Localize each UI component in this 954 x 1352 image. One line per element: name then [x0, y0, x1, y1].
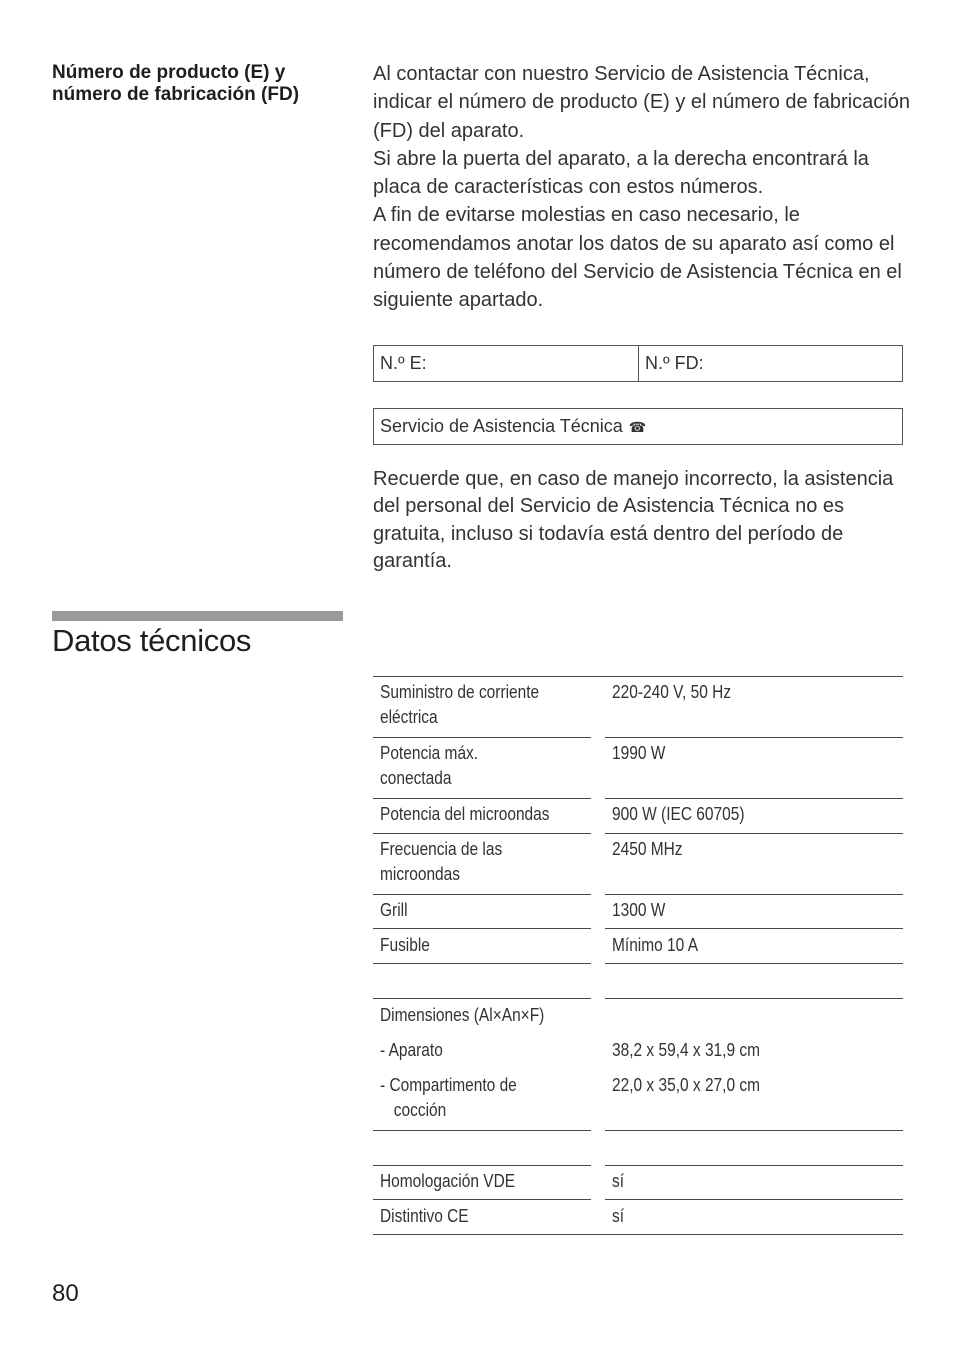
row-divider — [605, 1199, 903, 1200]
section-divider-bar — [52, 611, 343, 621]
spec-value-appliance: 38,2 x 59,4 x 31,9 cm — [612, 1040, 761, 1060]
spec-value-fuse: Mínimo 10 A — [612, 935, 699, 955]
spec-value-vde: sí — [612, 1171, 625, 1191]
spec-label-microwave-frequency: Frecuencia de las microondas — [380, 839, 503, 884]
heading-line-1: Número de producto (E) y — [52, 62, 286, 83]
row-divider — [605, 737, 903, 738]
table-top-rule — [373, 676, 903, 677]
spec-value-power-supply: 220-240 V, 50 Hz — [612, 682, 732, 702]
row-divider — [605, 928, 903, 929]
spec-label-fuse: Fusible — [380, 935, 430, 955]
spec-value-microwave-frequency: 2450 MHz — [612, 839, 683, 859]
row-divider — [373, 1130, 591, 1131]
row-divider — [373, 798, 591, 799]
row-divider — [373, 998, 591, 999]
row-divider — [373, 894, 591, 895]
service-phone-field[interactable] — [373, 408, 903, 445]
intro-paragraph-2: Si abre la puerta del aparato, a la derecha encontrará la placa de características con estos números. — [373, 147, 869, 199]
table-bottom-rule — [373, 1234, 903, 1235]
spec-value-ce: sí — [612, 1206, 625, 1226]
spec-label-vde: Homologación VDE — [380, 1171, 516, 1191]
intro-paragraph-1: Al contactar con nuestro Servicio de Asistencia Técnica, indicar el número de producto (E) y el número de fabricación (FD) del aparato. — [373, 63, 910, 142]
row-divider — [605, 833, 903, 834]
fd-number-field[interactable] — [639, 346, 704, 381]
product-number-heading — [52, 62, 352, 106]
row-divider — [605, 894, 903, 895]
intro-text — [373, 60, 913, 315]
fd-number-label: N.º FD: — [645, 353, 704, 373]
intro-paragraph-3: A fin de evitarse molestias en caso necesario, le recomendamos anotar los datos de su aparato así como el número de teléfono del Servicio de Asistencia Técnica en el siguiente apartado. — [373, 204, 902, 312]
spec-label-appliance: - Aparato — [380, 1040, 443, 1060]
service-label: Servicio de Asistencia Técnica — [380, 416, 623, 436]
warranty-note: Recuerde que, en caso de manejo incorrecto, la asistencia del personal del Servicio de Asistencia Técnica no es gratuita, incluso si todavía está dentro del período de garantía. — [373, 468, 894, 572]
spec-label-power-supply: Suministro de corriente eléctrica — [380, 682, 540, 727]
product-number-form — [373, 345, 903, 382]
row-divider — [373, 737, 591, 738]
spec-label-max-power: Potencia máx. conectada — [380, 743, 479, 788]
row-divider — [605, 1165, 903, 1166]
heading-line-2: número de fabricación (FD) — [52, 84, 300, 105]
row-divider — [605, 963, 903, 964]
e-number-field[interactable] — [374, 346, 639, 381]
spec-label-dimensions: Dimensiones (Al×An×F) — [380, 1005, 545, 1025]
spec-value-max-power: 1990 W — [612, 743, 666, 763]
row-divider — [373, 833, 591, 834]
spec-label-ce: Distintivo CE — [380, 1206, 469, 1226]
spec-label-cavity: - Compartimento de cocción — [380, 1075, 517, 1120]
spec-value-microwave-power: 900 W (IEC 60705) — [612, 804, 745, 824]
row-divider — [605, 1130, 903, 1131]
row-divider — [373, 1165, 591, 1166]
row-divider — [373, 963, 591, 964]
row-divider — [605, 998, 903, 999]
row-divider — [605, 798, 903, 799]
spec-label-microwave-power: Potencia del microondas — [380, 804, 550, 824]
section-title: Datos técnicos — [52, 623, 252, 658]
spec-value-grill: 1300 W — [612, 900, 666, 920]
spec-label-grill: Grill — [380, 900, 408, 920]
spec-value-cavity: 22,0 x 35,0 x 27,0 cm — [612, 1075, 761, 1095]
page-number: 80 — [52, 1280, 79, 1307]
phone-icon: ☎ — [628, 419, 647, 435]
row-divider — [373, 928, 591, 929]
e-number-label: N.º E: — [380, 353, 427, 373]
row-divider — [373, 1199, 591, 1200]
